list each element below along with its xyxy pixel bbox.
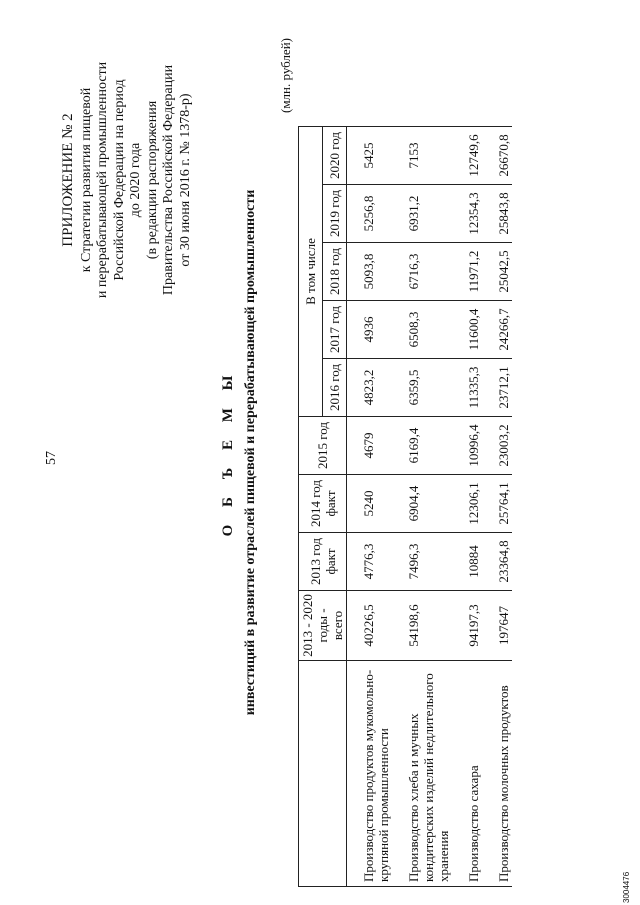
row-name: Производство молочных продуктов — [482, 661, 512, 887]
cell-2020: 12749,6 — [452, 127, 482, 185]
appendix-line: (в редакции распоряжения — [144, 100, 160, 260]
appendix-line: Российской Федерации на период — [111, 79, 127, 281]
table-row — [482, 127, 512, 887]
header-2014: 2014 год факт — [299, 475, 347, 533]
cell-2013: 7496,3 — [392, 533, 452, 591]
cell-2014: 12306,1 — [452, 475, 482, 533]
appendix-header — [60, 15, 194, 345]
cell-2018: 25042,5 — [482, 243, 512, 301]
cell-2019: 25843,8 — [482, 185, 512, 243]
header-2020: 2020 год — [323, 127, 347, 185]
cell-2015: 6169,4 — [392, 417, 452, 475]
cell-2018: 5093,8 — [347, 243, 393, 301]
cell-2017: 11600,4 — [452, 301, 482, 359]
cell-2020: 26670,8 — [482, 127, 512, 185]
cell-2016: 6359,5 — [392, 359, 452, 417]
header-2018: 2018 год — [323, 243, 347, 301]
cell-2020: 7153 — [392, 127, 452, 185]
cell-2015: 23003,2 — [482, 417, 512, 475]
row-name: Производство сахара — [452, 661, 482, 887]
page-number: 57 — [44, 451, 59, 465]
cell-2016: 23712,1 — [482, 359, 512, 417]
cell-2019: 5256,8 — [347, 185, 393, 243]
cell-2016: 11335,3 — [452, 359, 482, 417]
cell-2017: 24266,7 — [482, 301, 512, 359]
header-2019: 2019 год — [323, 185, 347, 243]
investment-table — [298, 126, 512, 887]
header-total: 2013 - 2020 годы - всего — [299, 591, 347, 661]
cell-2018: 11971,2 — [452, 243, 482, 301]
table-row — [347, 127, 393, 887]
cell-2019: 12354,3 — [452, 185, 482, 243]
cell-2016: 4823,2 — [347, 359, 393, 417]
unit-note: (млн. рублей) — [278, 38, 293, 113]
cell-2015: 4679 — [347, 417, 393, 475]
cell-2013: 4776,3 — [347, 533, 393, 591]
cell-2013: 10884 — [452, 533, 482, 591]
header-name — [299, 661, 347, 887]
appendix-line: от 30 июня 2016 г. № 1378-р) — [177, 93, 193, 267]
cell-2017: 6508,3 — [392, 301, 452, 359]
document-title: О Б Ъ Е М Ы — [220, 368, 236, 537]
table-row — [392, 127, 452, 887]
cell-2014: 6904,4 — [392, 475, 452, 533]
cell-2014: 5240 — [347, 475, 393, 533]
header-2017: 2017 год — [323, 301, 347, 359]
cell-total: 94197,3 — [452, 591, 482, 661]
appendix-line: к Стратегии развития пищевой — [78, 87, 94, 273]
header-2013: 2013 год факт — [299, 533, 347, 591]
row-name: Производство продуктов мукомольно-крупяной промышленности — [347, 661, 393, 887]
cell-2015: 10996,4 — [452, 417, 482, 475]
header-2015: 2015 год — [299, 417, 347, 475]
header-including: В том числе — [299, 127, 323, 417]
appendix-line: и перерабатывающей промышленности — [95, 61, 110, 299]
cell-2014: 25764,1 — [482, 475, 512, 533]
document-code: 3004476 — [622, 871, 631, 903]
appendix-line: до 2020 года — [128, 142, 143, 218]
row-name: Производство хлеба и мучных кондитерских изделий недлительного хранения — [392, 661, 452, 887]
appendix-title: ПРИЛОЖЕНИЕ № 2 — [60, 113, 76, 247]
cell-total: 40226,5 — [347, 591, 393, 661]
header-2016: 2016 год — [323, 359, 347, 417]
cell-2017: 4936 — [347, 301, 393, 359]
cell-2013: 23364,8 — [482, 533, 512, 591]
document-subtitle: инвестиций в развитие отраслей пищевой и перерабатывающей промышленности — [243, 189, 258, 716]
cell-2019: 6931,2 — [392, 185, 452, 243]
table-row — [452, 127, 482, 887]
cell-total: 197647 — [482, 591, 512, 661]
cell-2020: 5425 — [347, 127, 393, 185]
appendix-line: Правительства Российской Федерации — [161, 64, 176, 296]
cell-total: 54198,6 — [392, 591, 452, 661]
cell-2018: 6716,3 — [392, 243, 452, 301]
